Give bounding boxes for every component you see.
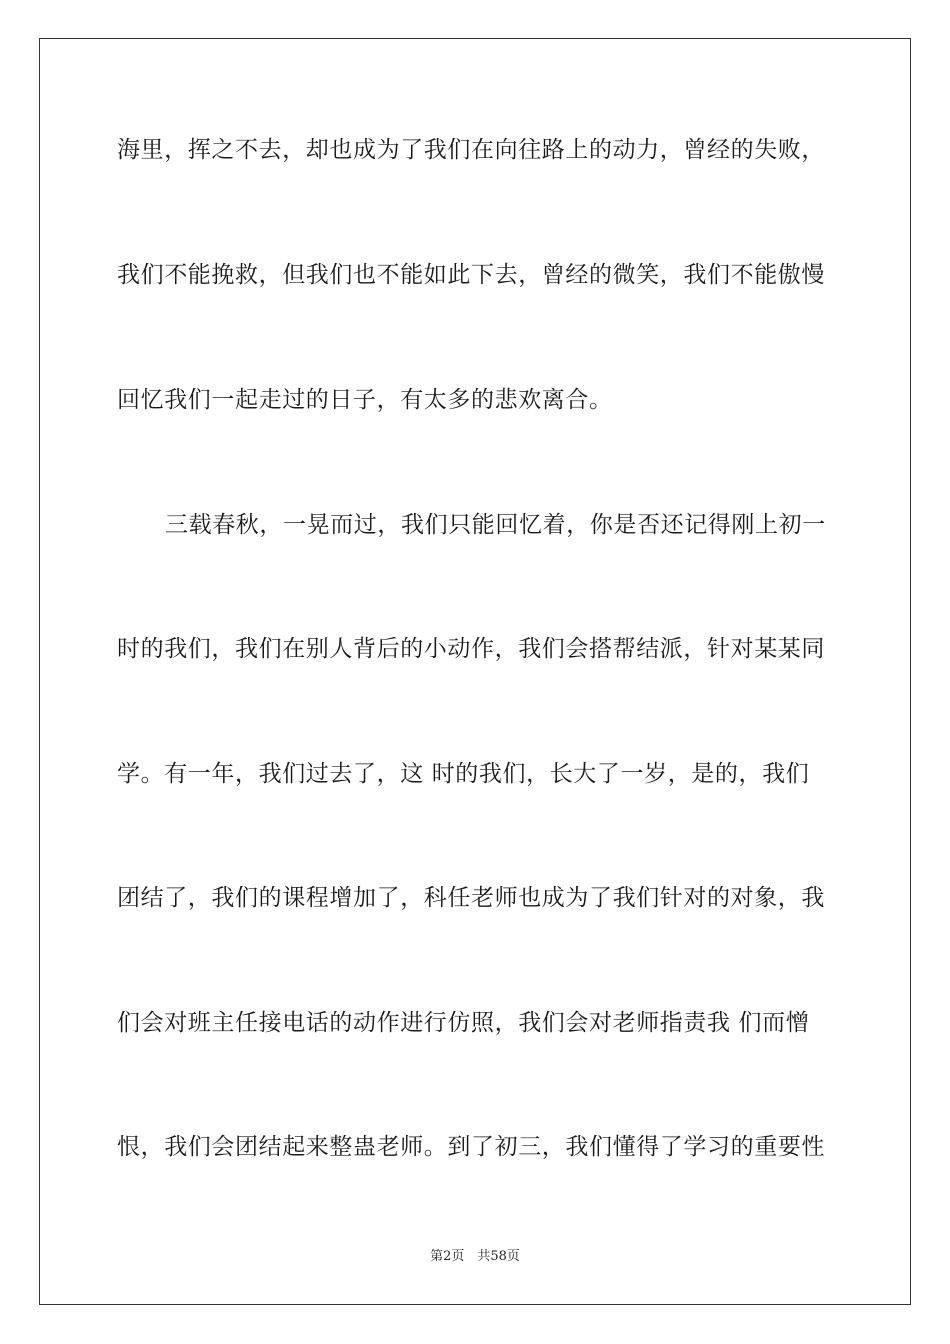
body-text-line: 恨，我们会团结起来整蛊老师。到了初三，我们懂得了学习的重要性 [117,1134,825,1160]
body-text-line: 学。有一年，我们过去了，这 时的我们，长大了一岁，是的，我们 [117,761,810,787]
paragraph-first-line: 三载春秋，一晃而过，我们只能回忆着，你是否还记得刚上初一 [165,512,826,538]
body-text-line: 团结了，我们的课程增加了，科任老师也成为了我们针对的对象，我 [117,885,825,911]
body-text-line: 时的我们，我们在别人背后的小动作，我们会搭帮结派，针对某某同 [117,636,825,662]
page-number: 第2页 共58页 [430,1249,520,1264]
body-text-line: 海里，挥之不去，却也成为了我们在向往路上的动力，曾经的失败， [117,137,825,163]
page-border [39,38,911,1305]
body-text-line: 们会对班主任接电话的动作进行仿照，我们会对老师指责我 们而憎 [117,1010,810,1036]
body-text-line: 我们不能挽救，但我们也不能如此下去，曾经的微笑，我们不能傲慢 [117,262,825,288]
body-text-line: 回忆我们一起走过的日子，有太多的悲欢离合。 [117,387,613,413]
